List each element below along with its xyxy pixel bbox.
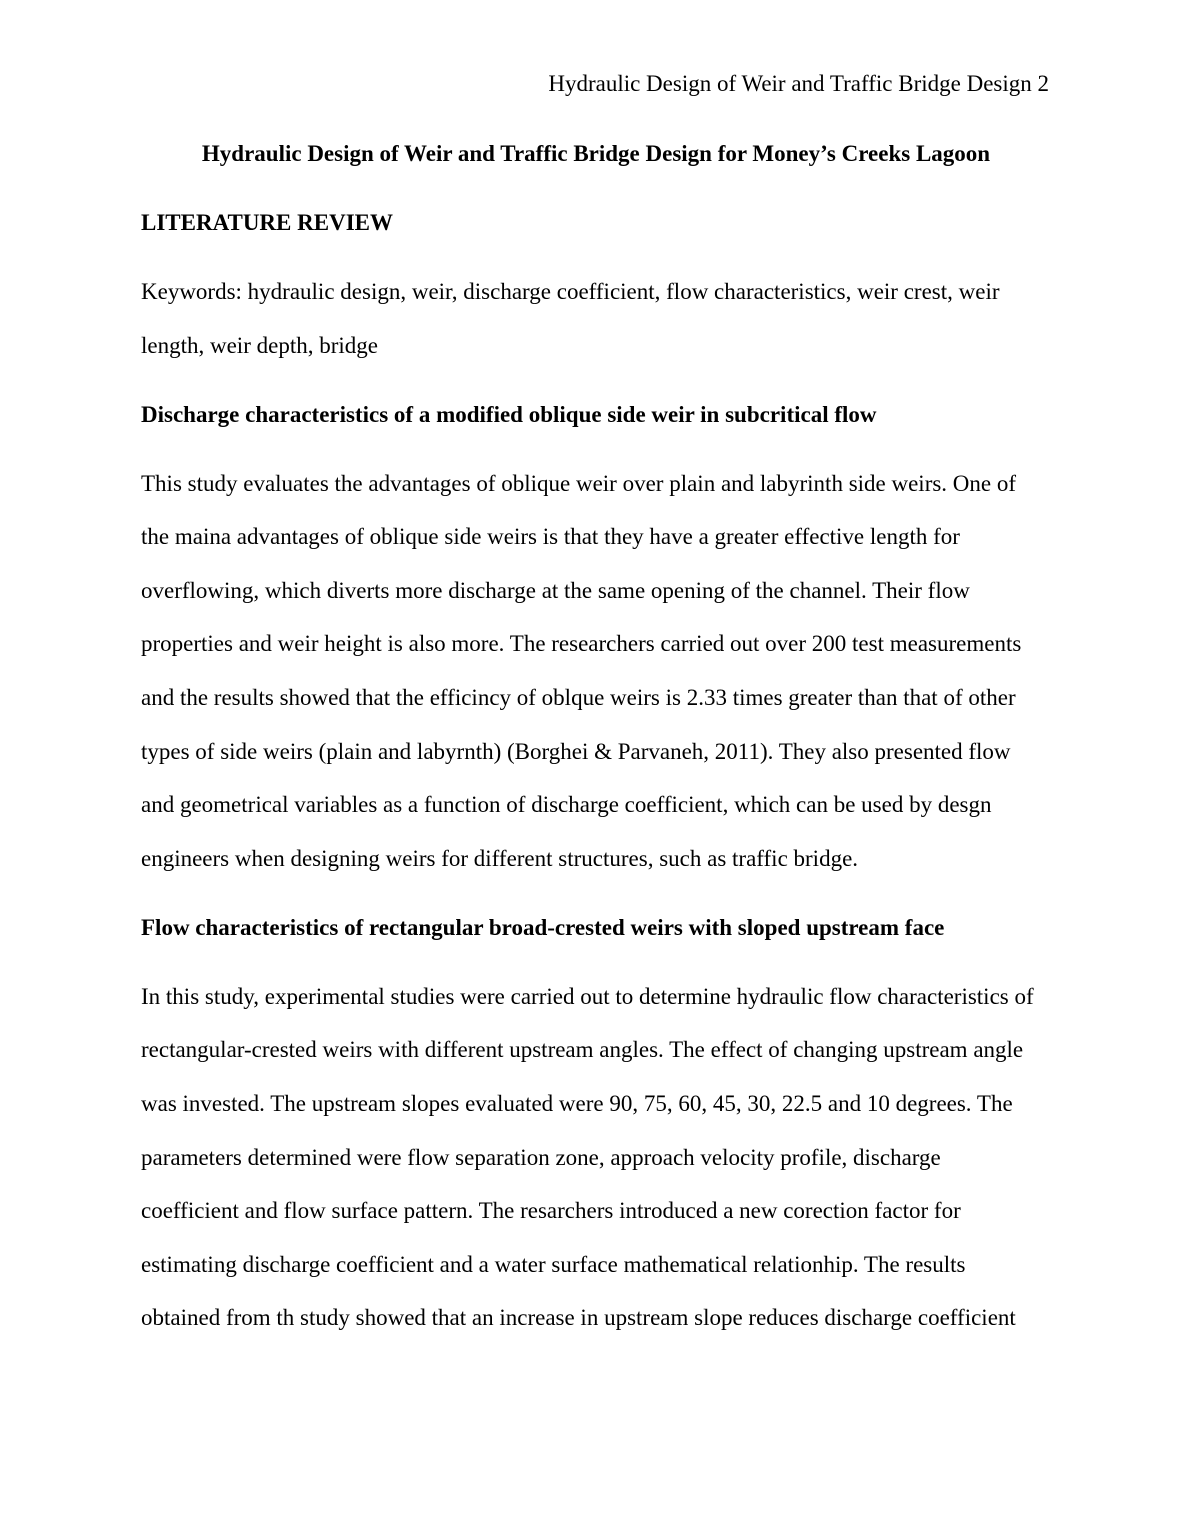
paragraph-oblique-side-weir [141, 466, 1051, 876]
paragraph-broad-crested-weirs [141, 979, 1051, 1336]
keywords-line: length, weir depth, bridge [141, 332, 378, 358]
paragraph-line: This study evaluates the advantages of oblique weir over plain and labyrinth side weirs. One of [141, 470, 1017, 496]
paragraph-line: was invested. The upstream slopes evaluated were 90, 75, 60, 45, 30, 22.5 and 10 degrees. The [141, 1090, 1013, 1116]
paragraph-line: rectangular-crested weirs with different upstream angles. The effect of changing upstream angle [141, 1037, 1024, 1063]
paragraph-line: estimating discharge coefficient and a water surface mathematical relationhip. The results [141, 1251, 966, 1277]
document-body [141, 136, 1051, 1354]
paragraph-line: obtained from th study showed that an increase in upstream slope reduces discharge coefficient [141, 1305, 1016, 1331]
paragraph-line: types of side weirs (plain and labyrnth) (Borghei & Parvaneh, 2011). They also presented flow [141, 738, 1011, 764]
paragraph-line: the maina advantages of oblique side weirs is that they have a greater effective length for [141, 524, 960, 550]
paragraph-line: and the results showed that the efficincy of oblque weirs is 2.33 times greater than that of other [141, 684, 1016, 710]
section-heading-literature-review: LITERATURE REVIEW [141, 210, 393, 235]
paragraph-line: engineers when designing weirs for different structures, such as traffic bridge. [141, 845, 859, 871]
paragraph-line: properties and weir height is also more. The researchers carried out over 200 test measurements [141, 631, 1022, 657]
subsection-heading-oblique-side-weir: Discharge characteristics of a modified oblique side weir in subcritical flow [141, 401, 877, 427]
keywords-paragraph [141, 274, 1051, 363]
paragraph-line: and geometrical variables as a function of discharge coefficient, which can be used by desgn [141, 792, 992, 818]
keywords-line: Keywords: hydraulic design, weir, discharge coefficient, flow characteristics, weir crest, weir [141, 279, 1000, 304]
paragraph-line: In this study, experimental studies were carried out to determine hydraulic flow characteristics of [141, 983, 1034, 1009]
paragraph-line: parameters determined were flow separation zone, approach velocity profile, discharge [141, 1144, 941, 1170]
subsection-heading-broad-crested-weirs: Flow characteristics of rectangular broad-crested weirs with sloped upstream face [141, 914, 945, 940]
running-head: Hydraulic Design of Weir and Traffic Bridge Design 2 [548, 71, 1049, 96]
paragraph-line: overflowing, which diverts more discharge at the same opening of the channel. Their flow [141, 577, 970, 603]
paragraph-line: coefficient and flow surface pattern. The resarchers introduced a new corection factor for [141, 1198, 961, 1224]
document-title: Hydraulic Design of Weir and Traffic Bridge Design for Money’s Creeks Lagoon [201, 141, 991, 166]
